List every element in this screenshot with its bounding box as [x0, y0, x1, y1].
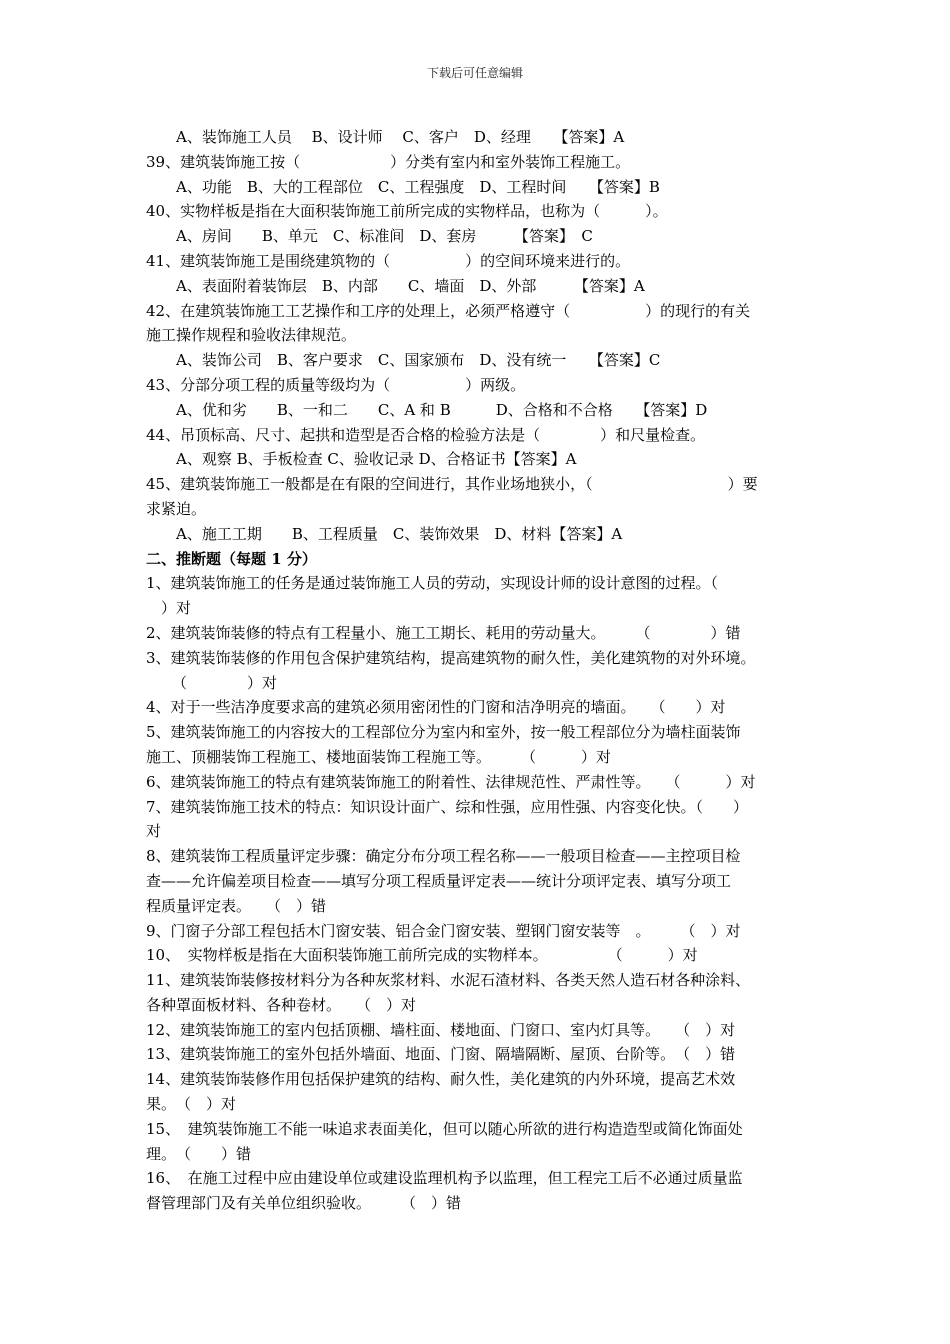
text-line: 5、建筑装饰施工的内容按大的工程部位分为室内和室外，按一般工程部位分为墙柱面装饰 — [146, 723, 741, 742]
text-line: A、表面附着装饰层 B、内部 C、墙面 D、外部 【答案】A — [176, 276, 645, 295]
text-line: 对 — [146, 822, 162, 841]
text-line: 理。 （ ）错 — [146, 1144, 252, 1163]
text-line: 6、建筑装饰施工的特点有建筑装饰施工的附着性、法律规范性、严肃性等。 （ ）对 — [146, 772, 756, 791]
text-line: （ ）对 — [172, 673, 278, 692]
text-line: 13、建筑装饰施工的室外包括外墙面、地面、门窗、隔墙隔断、屋顶、台阶等。 （ ）错 — [146, 1045, 736, 1064]
text-line: 施工操作规程和验收法律规范。 — [146, 326, 357, 345]
section-heading: 二、推断题（每题 1 分） — [146, 549, 317, 568]
text-line: A、功能 B、大的工程部位 C、工程强度 D、工程时间 【答案】B — [176, 177, 660, 196]
text-line: 9、门窗子分部工程包括木门窗安装、铝合金门窗安装、塑钢门窗安装等 。 （ ）对 — [146, 921, 741, 940]
text-line: 44、吊顶标高、尺寸、起拱和造型是否合格的检验方法是（ ）和尺量检查。 — [146, 425, 706, 444]
text-line: 14、建筑装饰装修作用包括保护建筑的结构、耐久性，美化建筑的内外环境，提高艺术效 — [146, 1070, 736, 1089]
text-line: 40、实物样板是指在大面积装饰施工前所完成的实物样品，也称为（ ）。 — [146, 202, 668, 221]
text-line: 16、 在施工过程中应由建设单位或建设监理机构予以监理，但工程完工后不必通过质量监 — [146, 1169, 743, 1188]
text-line: 程质量评定表。 （ ）错 — [146, 896, 327, 915]
text-line: 3、建筑装饰装修的作用包含保护建筑结构，提高建筑物的耐久性，美化建筑物的对外环境。 — [146, 648, 756, 667]
text-line: 43、分部分项工程的质量等级均为（ ）两级。 — [146, 375, 526, 394]
text-line: 4、对于一些洁净度要求高的建筑必须用密闭性的门窗和洁净明亮的墙面。 （ ）对 — [146, 698, 726, 717]
document-body — [146, 125, 826, 1216]
text-line: A、施工工期 B、工程质量 C、装饰效果 D、材料【答案】A — [176, 524, 623, 543]
text-line: 10、 实物样板是指在大面积装饰施工前所完成的实物样本。 （ ）对 — [146, 946, 698, 965]
text-line: A、房间 B、单元 C、标准间 D、套房 【答案】 C — [176, 227, 593, 246]
text-line: A、装饰施工人员 B、设计师 C、客户 D、经理 【答案】A — [176, 128, 625, 146]
text-line: 11、建筑装饰装修按材料分为各种灰浆材料、水泥石渣材料、各类天然人造石材各种涂料、 — [146, 971, 751, 990]
text-line: 41、建筑装饰施工是围绕建筑物的（ ）的空间环境来进行的。 — [146, 251, 631, 270]
text-line: 督管理部门及有关单位组织验收。 （ ）错 — [146, 1194, 462, 1213]
text-line: 施工、顶棚装饰工程施工、楼地面装饰工程施工等。 （ ）对 — [146, 747, 612, 766]
text-line: 求紧迫。 — [146, 499, 207, 518]
text-line: 1、建筑装饰施工的任务是通过装饰施工人员的劳动，实现设计师的设计意图的过程。（ — [146, 574, 719, 593]
text-line: 42、在建筑装饰施工工艺操作和工序的处理上，必须严格遵守（ ）的现行的有关 — [146, 301, 751, 320]
text-line: ）对 — [146, 599, 192, 618]
page-header: 下载后可任意编辑 — [426, 66, 523, 80]
text-line: 8、建筑装饰工程质量评定步骤：确定分布分项工程名称——一般项目检查——主控项目检 — [146, 847, 741, 866]
text-line: 各种罩面板材料、各种卷材。 （ ）对 — [146, 995, 417, 1014]
text-line: 45、建筑装饰施工一般都是在有限的空间进行，其作业场地狭小，（ ）要 — [146, 475, 758, 494]
text-line: A、优和劣 B、一和二 C、A 和 B D、合格和不合格 【答案】D — [176, 400, 708, 419]
text-line: 39、建筑装饰施工按（ ）分类有室内和室外装饰工程施工。 — [146, 152, 631, 171]
text-line: 7、建筑装饰施工技术的特点：知识设计面广、综和性强，应用性强、内容变化快。（ ） — [146, 797, 749, 816]
text-line: A、装饰公司 B、客户要求 C、国家颁布 D、没有统一 【答案】C — [176, 351, 661, 370]
text-line: A、观察 B、手板检查 C、验收记录 D、合格证书【答案】A — [176, 450, 577, 469]
text-line: 15、 建筑装饰施工不能一味追求表面美化，但可以随心所欲的进行构造造型或简化饰面处 — [146, 1119, 743, 1138]
text-line: 查——允许偏差项目检查——填写分项工程质量评定表——统计分项评定表、填写分项工 — [146, 871, 732, 890]
text-line: 2、建筑装饰装修的特点有工程量小、施工工期长、耗用的劳动量大。 （ ）错 — [146, 623, 741, 642]
text-line: 12、建筑装饰施工的室内包括顶棚、墙柱面、楼地面、门窗口、室内灯具等。 （ ）对 — [146, 1020, 736, 1039]
text-line: 果。 （ ）对 — [146, 1095, 237, 1114]
